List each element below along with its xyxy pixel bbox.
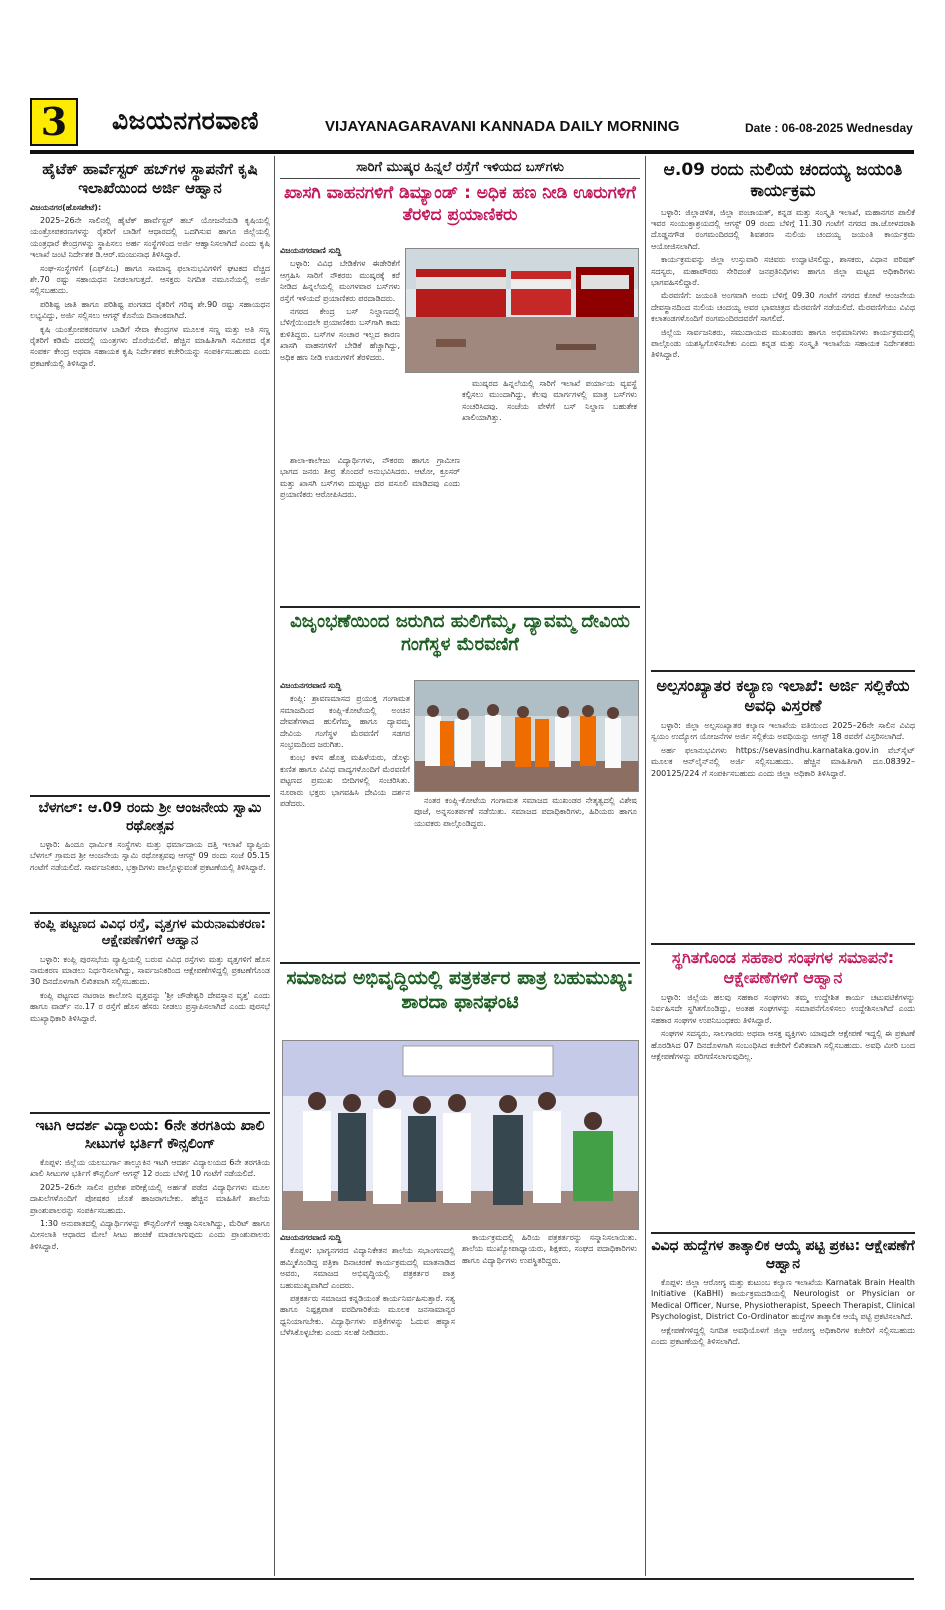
paragraph: ಕಂಪ್ಲಿ ಪಟ್ಟಣದ ನಟರಾಜ ಕಾಲೋನಿ ವೃತ್ತವನ್ನು 'ಶ್ರೀ ಚೌಡೇಶ್ವರಿ ದೇವಸ್ಥಾನ ವೃತ್ತ' ಎಂದು ಹಾಗೂ ವಾರ್ಡ್ ನಂ.17 ರ ರಸ್ತೆಗೆ ಹೊಸ ಹೆಸರು ನೀಡಲು ಪ್ರಸ್ತಾಪಿಸಲಾಗಿದೆ ಎಂದು ಪುರಸಭೆ ಮುಖ್ಯಾಧಿಕಾರಿ ತಿಳಿಸಿದ್ದಾರೆ. (30, 990, 270, 1023)
paragraph: ಕೊಪ್ಪಳ: ಜಿಲ್ಲೆಯ ಯಲಬುರ್ಗಾ ತಾಲ್ಲೂಕಿನ ಇಟಗಿ ಆದರ್ಶ ವಿದ್ಯಾಲಯದ 6ನೇ ತರಗತಿಯ ಖಾಲಿ ಸೀಟುಗಳ ಭರ್ತಿಗೆ ಕೌನ್ಸಲಿಂಗ್ ಆಗಸ್ಟ್ 12 ರಂದು ಬೆಳಿಗ್ಗೆ 10 ಗಂಟೆಗೆ ನಡೆಯಲಿದೆ. (30, 1158, 270, 1179)
paragraph: 1:30 ಅನುಪಾತದಲ್ಲಿ ವಿದ್ಯಾರ್ಥಿಗಳನ್ನು ಕೌನ್ಸಲಿಂಗ್‌ಗೆ ಆಹ್ವಾನಿಸಲಾಗಿದ್ದು, ಮೆರಿಟ್ ಹಾಗೂ ಮೀಸಲಾತಿ ಆಧಾರದ ಮೇಲೆ ಸೀಟು ಹಂಚಿಕೆ ಮಾಡಲಾಗುವುದು ಎಂದು ಪ್ರಾಂಶುಪಾಲರು ತಿಳಿಸಿದ್ದಾರೆ. (30, 1219, 270, 1251)
procession-photo (414, 680, 639, 792)
paragraph: ನಂತರ ಕಂಪ್ಲಿ-ಕೋಟೆಯ ಗಂಗಾಮತ ಸಮಾಜದ ಮುಖಂಡರ ನೇತೃತ್ವದಲ್ಲಿ ವಿಶೇಷ ಪೂಜೆ, ಅನ್ನಸಂತರ್ಪಣೆ ನಡೆಯಿತು. ಸಮಾಜದ ಪದಾಧಿಕಾರಿಗಳು, ಹಿರಿಯರು ಹಾಗೂ ಯುವಕರು ಪಾಲ್ಗೊಂಡಿದ್ದರು. (414, 796, 637, 828)
dateline: Date : 06-08-2025 Wednesday (745, 121, 913, 135)
article-body (414, 795, 637, 960)
article-body (30, 1157, 270, 1545)
paragraph: ಕೊಪ್ಪಳ: ಜಿಲ್ಲಾ ಆರೋಗ್ಯ ಮತ್ತು ಕುಟುಂಬ ಕಲ್ಯಾಣ ಇಲಾಖೆಯ Karnatak Brain Health Initiative (KaBHI) ಕಾರ್ಯಕ್ರಮದಡಿಯಲ್ಲಿ Neurologist or Physician or Medical Officer, Nurse, Physiotherapist, Speech Therapist, Clinical Psychologist, District Co-Ordinator ಹುದ್ದೆಗಳ ತಾತ್ಕಾಲಿಕ ಆಯ್ಕೆ ಪಟ್ಟಿ ಪ್ರಕಟಿಸಲಾಗಿದೆ. (651, 1278, 915, 1322)
article-cooperative-societies (651, 948, 915, 1217)
article-divider (651, 1232, 915, 1234)
paragraph: ಕಾರ್ಯಕ್ರಮದಲ್ಲಿ ಹಿರಿಯ ಪತ್ರಕರ್ತರನ್ನು ಸನ್ಮಾನಿಸಲಾಯಿತು. ಶಾಲೆಯ ಮುಖ್ಯೋಪಾಧ್ಯಾಯರು, ಶಿಕ್ಷಕರು, ಸಂಘದ ಪದಾಧಿಕಾರಿಗಳು ಹಾಗೂ ವಿದ್ಯಾರ್ಥಿಗಳು ಉಪಸ್ಥಿತರಿದ್ದರು. (462, 1233, 637, 1265)
article-divider (651, 943, 915, 945)
headline: ಅಲ್ಪಸಂಖ್ಯಾತರ ಕಲ್ಯಾಣ ಇಲಾಖೆ: ಅರ್ಜಿ ಸಲ್ಲಿಕೆಯ ಅವಧಿ ವಿಸ್ತರಣೆ (656, 676, 910, 715)
article-minority-welfare (651, 676, 915, 932)
paragraph: ಕಂಪ್ಲಿ: ಶ್ರಾವಣಮಾಸದ ಪ್ರಯುಕ್ತ ಗಂಗಾಮತ ಸಮಾಜದಿಂದ ಕಂಪ್ಲಿ-ಕೋಟೆಯಲ್ಲಿ ಅಂಚಿನ ದೇವತೆಗಳಾದ ಹುಲಿಗೆಮ್ಮ ಹಾಗೂ ದ್ಯಾವಮ್ಮ ದೇವಿಯ ಗಂಗೆಸ್ಥಳ ಮೆರವಣಿಗೆ ಸಡಗರ ಸಂಭ್ರಮದಿಂದ ಜರುಗಿತು. (280, 694, 410, 750)
newspaper-title-english: VIJAYANAGARAVANI KANNADA DAILY MORNING (325, 118, 680, 135)
kicker: ಸಾರಿಗೆ ಮುಷ್ಕರ ಹಿನ್ನಲೆ ರಸ್ತೆಗೆ ಇಳಿಯದ ಬಸ್‌ಗಳು (280, 160, 640, 179)
article-body (280, 680, 410, 960)
headline: ವಿವಿಧ ಹುದ್ದೆಗಳ ತಾತ್ಕಾಲಿಕ ಆಯ್ಕೆ ಪಟ್ಟಿ ಪ್ರಕಟ: ಆಕ್ಷೇಪಣೆಗೆ ಆಹ್ವಾನ (651, 1238, 915, 1272)
column-divider (274, 156, 275, 1576)
paragraph: ಕೃಷಿ ಯಂತ್ರೋಪಕರಣಗಳ ಬಾಡಿಗೆ ಸೇವಾ ಕೇಂದ್ರಗಳ ಮೂಲಕ ಸಣ್ಣ ಮತ್ತು ಅತಿ ಸಣ್ಣ ರೈತರಿಗೆ ಕಡಿಮೆ ದರದಲ್ಲಿ ಯಂತ್ರಗಳು ದೊರೆಯಲಿವೆ. ಹೆಚ್ಚಿನ ಮಾಹಿತಿಗಾಗಿ ಸಮೀಪದ ರೈತ ಸಂಪರ್ಕ ಕೇಂದ್ರ ಅಥವಾ ಸಹಾಯಕ ಕೃಷಿ ನಿರ್ದೇಶಕರ ಕಚೇರಿಯನ್ನು ಸಂಪರ್ಕಿಸಬಹುದು ಎಂದು ಪ್ರಕಟಣೆಯಲ್ಲಿ ತಿಳಿಸಿದ್ದಾರೆ. (30, 324, 270, 368)
article-divider (280, 606, 640, 608)
masthead-rule (30, 150, 914, 154)
article-body (30, 954, 270, 1102)
paragraph: ಬಳ್ಳಾರಿ: ಜಿಲ್ಲಾ ಅಲ್ಪಸಂಖ್ಯಾತರ ಕಲ್ಯಾಣ ಇಲಾಖೆಯ ವತಿಯಿಂದ 2025–26ನೇ ಸಾಲಿನ ವಿವಿಧ ಸ್ವಯಂ ಉದ್ಯೋಗ ಯೋಜನೆಗಳ ಅರ್ಜಿ ಸಲ್ಲಿಕೆಯ ಅವಧಿಯನ್ನು ಆಗಸ್ಟ್ 18 ರವರೆಗೆ ವಿಸ್ತರಿಸಲಾಗಿದೆ. (651, 721, 915, 742)
headline: ಕಂಪ್ಲಿ ಪಟ್ಟಣದ ವಿವಿಧ ರಸ್ತೆ, ವೃತ್ತಗಳ ಮರುನಾಮಕರಣ: ಆಕ್ಷೇಪಣೆಗಳಿಗೆ ಆಹ್ವಾನ (34, 917, 266, 949)
article-divider (651, 670, 915, 672)
article-divider (30, 795, 270, 797)
paragraph: ಸಂಘ-ಸಂಸ್ಥೆಗಳಿಗೆ (ಎಫ್‌ಪಿಒ) ಹಾಗೂ ಸಾಮಾನ್ಯ ಫಲಾನುಭವಿಗಳಿಗೆ ಘಟಕದ ವೆಚ್ಚದ ಶೇ.70 ರಷ್ಟು ಸಹಾಯಧನ ನೀಡಲಾಗುತ್ತದೆ. ಆಸಕ್ತರು ನಿಗದಿತ ನಮೂನೆಯಲ್ಲಿ ಅರ್ಜಿ ಸಲ್ಲಿಸಬಹುದು. (30, 263, 270, 296)
article-body (651, 992, 915, 1217)
byline: ವಿಜಯನಗರವಾಣಿ ಸುದ್ದಿ (280, 681, 342, 690)
byline: ವಿಜಯನಗರವಾಣಿ ಸುದ್ದಿ (280, 246, 342, 255)
paragraph: ಬಳ್ಳಾರಿ: ವಿವಿಧ ಬೇಡಿಕೆಗಳ ಈಡೇರಿಕೆಗೆ ಆಗ್ರಹಿಸಿ ಸಾರಿಗೆ ನೌಕರರು ಮುಷ್ಕರಕ್ಕೆ ಕರೆ ನೀಡಿದ ಹಿನ್ನಲೆಯಲ್ಲಿ ಮಂಗಳವಾರ ಬಸ್‌ಗಳು ರಸ್ತೆಗೆ ಇಳಿಯದೆ ಪ್ರಯಾಣಿಕರು ಪರದಾಡಿದರು. (280, 259, 400, 303)
page-number: 3 (30, 98, 78, 146)
paragraph: ಸಂಘಗಳ ಸದಸ್ಯರು, ಸಾಲಗಾರರು ಅಥವಾ ಆಸಕ್ತ ವ್ಯಕ್ತಿಗಳು ಯಾವುದೇ ಆಕ್ಷೇಪಣೆ ಇದ್ದಲ್ಲಿ ಈ ಪ್ರಕಟಣೆ ಹೊರಡಿಸಿದ 07 ದಿನದೊಳಗಾಗಿ ಸಂಬಂಧಿಸಿದ ಕಚೇರಿಗೆ ಲಿಖಿತವಾಗಿ ಸಲ್ಲಿಸಬಹುದು. ಅವಧಿ ಮೀರಿ ಬಂದ ಆಕ್ಷೇಪಣೆಗಳನ್ನು ಪರಿಗಣಿಸಲಾಗುವುದಿಲ್ಲ. (651, 1029, 915, 1062)
article-divider (30, 1112, 270, 1114)
paragraph: ನಗರದ ಕೇಂದ್ರ ಬಸ್ ನಿಲ್ದಾಣದಲ್ಲಿ ಬೆಳಿಗ್ಗೆಯಿಂದಲೇ ಪ್ರಯಾಣಿಕರು ಬಸ್‌ಗಾಗಿ ಕಾದು ಕುಳಿತಿದ್ದರು. ಬಸ್‌ಗಳ ಸಂಚಾರ ಇಲ್ಲದ ಕಾರಣ ಖಾಸಗಿ ವಾಹನಗಳಿಗೆ ಬೇಡಿಕೆ ಹೆಚ್ಚಾಗಿದ್ದು, ಅಧಿಕ ಹಣ ನೀಡಿ ಊರುಗಳಿಗೆ ತೆರಳಿದರು. (280, 307, 400, 362)
article-divider (30, 912, 270, 914)
paragraph: ಕಾರ್ಯಕ್ರಮವನ್ನು ಜಿಲ್ಲಾ ಉಸ್ತುವಾರಿ ಸಚಿವರು ಉದ್ಘಾಟಿಸಲಿದ್ದು, ಶಾಸಕರು, ವಿಧಾನ ಪರಿಷತ್ ಸದಸ್ಯರು, ಮಹಾಪೌರರು ಸೇರಿದಂತೆ ಜನಪ್ರತಿನಿಧಿಗಳು ಹಾಗೂ ಜಿಲ್ಲಾ ಮಟ್ಟದ ಅಧಿಕಾರಿಗಳು ಭಾಗವಹಿಸಲಿದ್ದಾರೆ. (651, 255, 915, 287)
paragraph: ಬಳ್ಳಾರಿ: ಜಿಲ್ಲಾಡಳಿತ, ಜಿಲ್ಲಾ ಪಂಚಾಯತ್, ಕನ್ನಡ ಮತ್ತು ಸಂಸ್ಕೃತಿ ಇಲಾಖೆ, ಮಹಾನಗರ ಪಾಲಿಕೆ ಇವರ ಸಂಯುಕ್ತಾಶ್ರಯದಲ್ಲಿ ಆಗಸ್ಟ್ 09 ರಂದು ಬೆಳಿಗ್ಗೆ 11.30 ಗಂಟೆಗೆ ನಗರದ ಡಾ.ಜೋಳದರಾಶಿ ದೊಡ್ಡನಗೌಡ ರಂಗಮಂದಿರದಲ್ಲಿ ಶಿವಶರಣ ನುಲಿಯ ಚಂದಯ್ಯ ಜಯಂತಿ ಕಾರ್ಯಕ್ರಮ ಆಯೋಜಿಸಲಾಗಿದೆ. (651, 207, 915, 251)
newspaper-title-kannada: ವಿಜಯನಗರವಾಣಿ (112, 106, 259, 135)
article-body (462, 378, 637, 605)
article-itagi-counselling (30, 1118, 270, 1545)
paragraph: ಪರಿಶಿಷ್ಟ ಜಾತಿ ಹಾಗೂ ಪರಿಶಿಷ್ಟ ಪಂಗಡದ ರೈತರಿಗೆ ಗರಿಷ್ಠ ಶೇ.90 ರಷ್ಟು ಸಹಾಯಧನ ಲಭ್ಯವಿದ್ದು, ಅರ್ಜಿ ಸಲ್ಲಿಸಲು ಆಗಸ್ಟ್ ಕೊನೆಯ ದಿನಾಂಕವಾಗಿದೆ. (30, 299, 270, 321)
headline: ವಿಜೃಂಭಣೆಯಿಂದ ಜರುಗಿದ ಹುಲಿಗೆಮ್ಮ, ದ್ಯಾವಮ್ಮ ದೇವಿಯ ಗಂಗೆಸ್ಥಳ ಮೆರವಣಿಗೆ (290, 611, 630, 655)
article-body (462, 1232, 637, 1572)
headline: ಇಟಗಿ ಆದರ್ಶ ವಿದ್ಯಾಲಯ: 6ನೇ ತರಗತಿಯ ಖಾಲಿ ಸೀಟುಗಳ ಭರ್ತಿಗೆ ಕೌನ್ಸಲಿಂಗ್ (35, 1118, 265, 1152)
article-divider (280, 962, 640, 964)
paragraph: ಕುಂಭ ಕಳಸ ಹೊತ್ತ ಮಹಿಳೆಯರು, ಡೊಳ್ಳು ಕುಣಿತ ಹಾಗೂ ವಿವಿಧ ವಾದ್ಯಗಳೊಂದಿಗೆ ಮೆರವಣಿಗೆ ಪಟ್ಟಣದ ಪ್ರಮುಖ ಬೀದಿಗಳಲ್ಲಿ ಸಂಚರಿಸಿತು. ನೂರಾರು ಭಕ್ತರು ಭಾಗವಹಿಸಿ ದೇವಿಯ ದರ್ಶನ ಪಡೆದರು. (280, 753, 410, 809)
paragraph: ಆಕ್ಷೇಪಣೆಗಳಿದ್ದಲ್ಲಿ ನಿಗದಿತ ಅವಧಿಯೊಳಗೆ ಜಿಲ್ಲಾ ಆರೋಗ್ಯ ಅಧಿಕಾರಿಗಳ ಕಚೇರಿಗೆ ಸಲ್ಲಿಸಬಹುದು ಎಂದು ಪ್ರಕಟಣೆಯಲ್ಲಿ ತಿಳಿಸಲಾಗಿದೆ. (651, 1325, 915, 1347)
headline: ಖಾಸಗಿ ವಾಹನಗಳಿಗೆ ಡಿಮ್ಯಾಂಡ್ : ಅಧಿಕ ಹಣ ನೀಡಿ ಊರುಗಳಿಗೆ ತೆರಳಿದ ಪ್ರಯಾಣಿಕರು (284, 183, 636, 225)
article-body (651, 207, 915, 637)
paragraph: ಬಳ್ಳಾರಿ: ಹಿಂದೂ ಧಾರ್ಮಿಕ ಸಂಸ್ಥೆಗಳು ಮತ್ತು ಧರ್ಮಾದಾಯ ದತ್ತಿ ಇಲಾಖೆ ವ್ಯಾಪ್ತಿಯ ಬೆಳಗಲ್ ಗ್ರಾಮದ ಶ್ರೀ ಆಂಜನೇಯ ಸ್ವಾಮಿ ರಥೋತ್ಸವವು ಆಗಸ್ಟ್ 09 ರಂದು ಸಂಜೆ 05.15 ಗಂಟೆಗೆ ನಡೆಯಲಿದೆ. ಸಾರ್ವಜನಿಕರು, ಭಕ್ತಾದಿಗಳು ಪಾಲ್ಗೊಳ್ಳುವಂತೆ ಪ್ರಕಟಣೆಯಲ್ಲಿ ತಿಳಿಸಿದ್ದಾರೆ. (30, 840, 270, 872)
byline: ವಿಜಯನಗರವಾಣಿ ಸುದ್ದಿ (280, 1233, 342, 1242)
article-kampli-renaming (30, 917, 270, 1102)
paragraph: ಜಿಲ್ಲೆಯ ಸಾರ್ವಜನಿಕರು, ಸಮುದಾಯದ ಮುಖಂಡರು ಹಾಗೂ ಅಭಿಮಾನಿಗಳು ಕಾರ್ಯಕ್ರಮದಲ್ಲಿ ಪಾಲ್ಗೊಂಡು ಯಶಸ್ವಿಗೊಳಿಸಬೇಕು ಎಂದು ಕನ್ನಡ ಮತ್ತು ಸಂಸ್ಕೃತಿ ಇಲಾಖೆಯ ಸಹಾಯಕ ನಿರ್ದೇಶಕರು ತಿಳಿಸಿದ್ದಾರೆ. (651, 327, 915, 360)
headline: ಬೆಳಗಲ್: ಆ.09 ರಂದು ಶ್ರೀ ಆಂಜನೇಯ ಸ್ವಾಮಿ ರಥೋತ್ಸವ (38, 800, 262, 834)
article-huligemma-procession (280, 611, 640, 656)
headline: ಹೈಟೆಕ್ ಹಾರ್ವೆಸ್ಟರ್ ಹಬ್‌ಗಳ ಸ್ಥಾಪನೆಗೆ ಕೃಷಿ ಇಲಾಖೆಯಿಂದ ಅರ್ಜಿ ಆಹ್ವಾನ (42, 160, 258, 197)
article-belagal-rathotsava (30, 800, 270, 907)
article-body (280, 455, 460, 605)
paragraph: ಶಾಲಾ-ಕಾಲೇಜು ವಿದ್ಯಾರ್ಥಿಗಳು, ನೌಕರರು ಹಾಗೂ ಗ್ರಾಮೀಣ ಭಾಗದ ಜನರು ತೀವ್ರ ತೊಂದರೆ ಅನುಭವಿಸಿದರು. ಆಟೋ, ಕ್ರೂಸರ್ ಮತ್ತು ಖಾಸಗಿ ಬಸ್‌ಗಳು ದುಪ್ಪಟ್ಟು ದರ ವಸೂಲಿ ಮಾಡಿದವು ಎಂದು ಪ್ರಯಾಣಿಕರು ಆರೋಪಿಸಿದರು. (280, 456, 460, 500)
article-harvester-hub (30, 160, 270, 777)
article-body (30, 202, 270, 777)
paragraph: ಬಳ್ಳಾರಿ: ಕಂಪ್ಲಿ ಪುರಸಭೆಯ ವ್ಯಾಪ್ತಿಯಲ್ಲಿ ಬರುವ ವಿವಿಧ ರಸ್ತೆಗಳು ಮತ್ತು ವೃತ್ತಗಳಿಗೆ ಹೊಸ ನಾಮಕರಣ ಮಾಡಲು ನಿರ್ಧರಿಸಲಾಗಿದ್ದು, ಸಾರ್ವಜನಿಕರಿಂದ ಆಕ್ಷೇಪಣೆಗಳಿದ್ದಲ್ಲಿ ಪ್ರಕಟಣೆಗೊಂಡ 30 ದಿನದೊಳಗಾಗಿ ಲಿಖಿತವಾಗಿ ಸಲ್ಲಿಸಬಹುದು. (30, 954, 270, 987)
article-nuliya-chandayya (651, 160, 915, 637)
article-bus-strike (280, 160, 640, 226)
paragraph: ಪತ್ರಕರ್ತರು ಸಮಾಜದ ಕನ್ನಡಿಯಂತೆ ಕಾರ್ಯನಿರ್ವಹಿಸುತ್ತಾರೆ. ಸತ್ಯ ಹಾಗೂ ನಿಷ್ಪಕ್ಷಪಾತ ವರದಿಗಾರಿಕೆಯ ಮೂಲಕ ಜನಸಾಮಾನ್ಯರ ಧ್ವನಿಯಾಗಬೇಕು. ವಿದ್ಯಾರ್ಥಿಗಳು ಪತ್ರಿಕೆಗಳನ್ನು ಓದುವ ಹವ್ಯಾಸ ಬೆಳೆಸಿಕೊಳ್ಳಬೇಕು ಎಂದು ಸಲಹೆ ನೀಡಿದರು. (280, 1294, 455, 1338)
journalists-day-photo (282, 1040, 639, 1230)
article-body (651, 1277, 915, 1547)
paragraph: ಬಳ್ಳಾರಿ: ಜಿಲ್ಲೆಯ ಹಲವು ಸಹಕಾರ ಸಂಘಗಳು ತಮ್ಮ ಉದ್ದೇಶಿತ ಕಾರ್ಯ ಚಟುವಟಿಕೆಗಳನ್ನು ನಿರ್ವಹಿಸದೇ ಸ್ಥಗಿತಗೊಂಡಿದ್ದು, ಅಂತಹ ಸಂಘಗಳನ್ನು ಸಮಾಪನೆಗೊಳಿಸಲು ಉದ್ದೇಶಿಸಲಾಗಿದೆ ಎಂದು ಸಹಕಾರ ಸಂಘಗಳ ಉಪನಿಬಂಧಕರು ತಿಳಿಸಿದ್ದಾರೆ. (651, 993, 915, 1025)
article-body (651, 720, 915, 932)
column-divider (645, 156, 646, 1576)
headline: ಆ.09 ರಂದು ನುಲಿಯ ಚಂದಯ್ಯ ಜಯಂತಿ ಕಾರ್ಯಕ್ರಮ (663, 160, 903, 202)
byline: ವಿಜಯನಗರ(ಹೊಸಪೇಟೆ): (30, 202, 102, 212)
page-bottom-rule (30, 1578, 914, 1580)
paragraph: 2025–26ನೇ ಸಾಲಿನ ಪ್ರವೇಶ ಪರೀಕ್ಷೆಯಲ್ಲಿ ಅರ್ಹತೆ ಪಡೆದ ವಿದ್ಯಾರ್ಥಿಗಳು ಮೂಲ ದಾಖಲೆಗಳೊಂದಿಗೆ ಪೋಷಕರ ಜೊತೆ ಹಾಜರಾಗಬೇಕು. ಹೆಚ್ಚಿನ ಮಾಹಿತಿಗೆ ಶಾಲೆಯ ಪ್ರಾಂಶುಪಾಲರನ್ನು ಸಂಪರ್ಕಿಸಬಹುದು. (30, 1182, 270, 1215)
article-body (280, 245, 400, 455)
paragraph: ಮೆರವಣಿಗೆ: ಜಯಂತಿ ಅಂಗವಾಗಿ ಅಂದು ಬೆಳಿಗ್ಗೆ 09.30 ಗಂಟೆಗೆ ನಗರದ ಕೋಟೆ ಆಂಜನೇಯ ದೇವಸ್ಥಾನದಿಂದ ನುಲಿಯ ಚಂದಯ್ಯ ಅವರ ಭಾವಚಿತ್ರದ ಮೆರವಣಿಗೆ ನಡೆಯಲಿದೆ. ಮೆರವಣಿಗೆಯು ವಿವಿಧ ಕಲಾತಂಡಗಳೊಂದಿಗೆ ರಂಗಮಂದಿರದವರೆಗೆ ಸಾಗಲಿದೆ. (651, 291, 915, 324)
article-provisional-selection (651, 1238, 915, 1547)
paragraph: ಕೊಪ್ಪಳ: ಭಾಗ್ಯನಗರದ ವಿದ್ಯಾನಿಕೇತನ ಶಾಲೆಯ ಸಭಾಂಗಣದಲ್ಲಿ ಹಮ್ಮಿಕೊಂಡಿದ್ದ ಪತ್ರಿಕಾ ದಿನಾಚರಣೆ ಕಾರ್ಯಕ್ರಮದಲ್ಲಿ ಮಾತನಾಡಿದ ಅವರು, ಸಮಾಜದ ಅಭಿವೃದ್ಧಿಯಲ್ಲಿ ಪತ್ರಕರ್ತರ ಪಾತ್ರ ಬಹುಮುಖ್ಯವಾಗಿದೆ ಎಂದರು. (280, 1246, 455, 1290)
headline: ಸ್ಥಗಿತಗೊಂಡ ಸಹಕಾರ ಸಂಘಗಳ ಸಮಾಪನೆ: ಆಕ್ಷೇಪಣೆಗಳಿಗೆ ಆಹ್ವಾನ (671, 948, 895, 987)
paragraph: ಅರ್ಹ ಫಲಾನುಭವಿಗಳು https://sevasindhu.karnataka.gov.in ವೆಬ್‌ಸೈಟ್ ಮೂಲಕ ಆನ್‌ಲೈನ್‌ನಲ್ಲಿ ಅರ್ಜಿ ಸಲ್ಲಿಸಬಹುದು. ಹೆಚ್ಚಿನ ಮಾಹಿತಿಗಾಗಿ ದೂ.08392–200125/224 ಗೆ ಸಂಪರ್ಕಿಸಬಹುದು ಎಂದು ಜಿಲ್ಲಾ ಅಧಿಕಾರಿ ತಿಳಿಸಿದ್ದಾರೆ. (651, 745, 915, 778)
paragraph: 2025–26ನೇ ಸಾಲಿನಲ್ಲಿ ಹೈಟೆಕ್ ಹಾರ್ವೆಸ್ಟರ್ ಹಬ್ ಯೋಜನೆಯಡಿ ಕೃಷಿಯಲ್ಲಿ ಯಂತ್ರೋಪಕರಣಗಳನ್ನು ರೈತರಿಗೆ ಬಾಡಿಗೆ ಆಧಾರದಲ್ಲಿ ಒದಗಿಸುವ ಹಾಗೂ ಜಿಲ್ಲೆಯಲ್ಲಿ ಯಂತ್ರಧಾರೆ ಕೇಂದ್ರಗಳನ್ನು ಸ್ಥಾಪಿಸಲು ಅರ್ಹ ಸಂಸ್ಥೆಗಳಿಂದ ಅರ್ಜಿ ಆಹ್ವಾನಿಸಲಾಗಿದೆ ಎಂದು ಕೃಷಿ ಇಲಾಖೆ ಜಂಟಿ ನಿರ್ದೇಶಕ ಡಿ.ಆರ್.ಮಂಜುನಾಥ ತಿಳಿಸಿದ್ದಾರೆ. (30, 215, 270, 260)
bus-stand-photo (405, 248, 639, 373)
article-journalists-role (280, 967, 640, 1015)
article-body (280, 1232, 455, 1572)
paragraph: ಮುಷ್ಕರದ ಹಿನ್ನಲೆಯಲ್ಲಿ ಸಾರಿಗೆ ಇಲಾಖೆ ಪರ್ಯಾಯ ವ್ಯವಸ್ಥೆ ಕಲ್ಪಿಸಲು ಮುಂದಾಗಿದ್ದು, ಕೆಲವು ಮಾರ್ಗಗಳಲ್ಲಿ ಮಾತ್ರ ಬಸ್‌ಗಳು ಸಂಚರಿಸಿದವು. ಸಂಜೆಯ ವೇಳೆಗೆ ಬಸ್ ನಿಲ್ದಾಣ ಬಹುತೇಕ ಖಾಲಿಯಾಗಿತ್ತು. (462, 379, 637, 423)
article-body (30, 839, 270, 907)
headline: ಸಮಾಜದ ಅಭಿವೃದ್ಧಿಯಲ್ಲಿ ಪತ್ರಕರ್ತರ ಪಾತ್ರ ಬಹುಮುಖ್ಯ: ಶಾರದಾ ಫಾನಘಂಟಿ (286, 967, 634, 1013)
